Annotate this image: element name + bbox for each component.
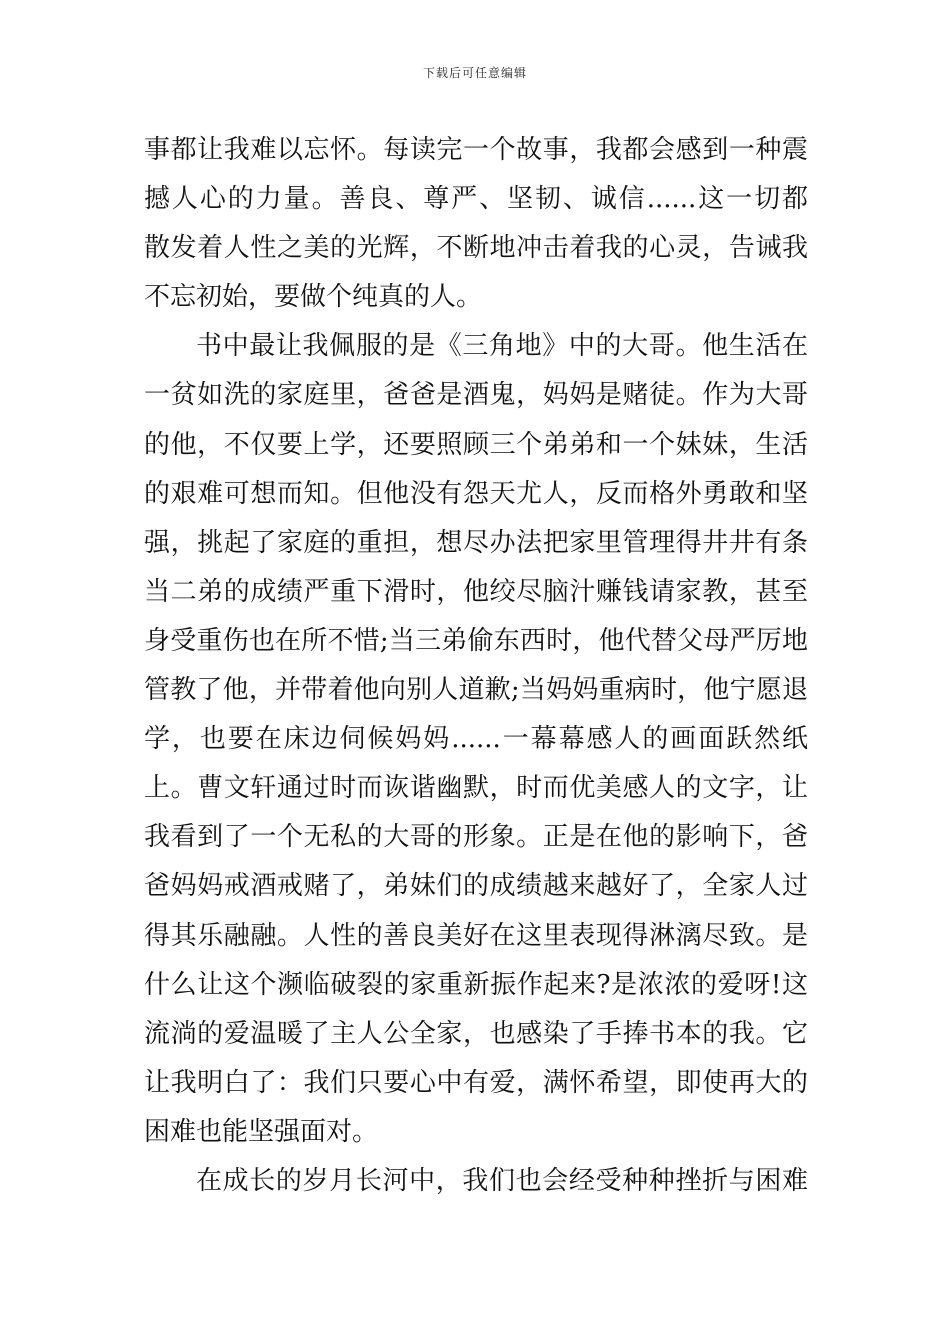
text-line: 上。曹文轩通过时而诙谐幽默，时而优美感人的文字，让 [144, 773, 808, 804]
text-line: 一贫如洗的家庭里，爸爸是酒鬼，妈妈是赌徒。作为大哥 [144, 380, 808, 411]
text-line: 撼人心的力量。善良、尊严、坚韧、诚信......这一切都 [144, 184, 808, 215]
text-line: 让我明白了：我们只要心中有爱，满怀希望，即使再大的 [144, 1067, 808, 1098]
text-line: 得其乐融融。人性的善良美好在这里表现得淋漓尽致。是 [144, 920, 808, 951]
text-line: 在成长的岁月长河中，我们也会经受种种挫折与困难 [196, 1165, 808, 1196]
text-line: 强，挑起了家庭的重担，想尽办法把家里管理得井井有条 [144, 527, 808, 558]
document-body [144, 126, 808, 1206]
text-line: 当二弟的成绩严重下滑时，他绞尽脑汁赚钱请家教，甚至 [144, 576, 808, 607]
text-line: 不忘初始，要做个纯真的人。 [144, 282, 483, 313]
text-line: 学，也要在床边伺候妈妈......一幕幕感人的画面跃然纸 [144, 724, 808, 755]
text-line: 事都让我难以忘怀。每读完一个故事，我都会感到一种震 [144, 135, 808, 165]
text-line: 的艰难可想而知。但他没有怨天尤人，反而格外勇敢和坚 [144, 478, 808, 509]
text-line: 困难也能坚强面对。 [144, 1116, 379, 1147]
text-line: 的他，不仅要上学，还要照顾三个弟弟和一个妹妹，生活 [144, 429, 808, 460]
text-line: 散发着人性之美的光辉，不断地冲击着我的心灵，告诫我 [144, 233, 808, 264]
page-header: 下载后可任意编辑 [422, 66, 527, 80]
text-line: 什么让这个濒临破裂的家重新振作起来?是浓浓的爱呀!这 [144, 969, 808, 1000]
text-line: 管教了他，并带着他向别人道歉;当妈妈重病时，他宁愿退 [144, 675, 808, 706]
text-line: 身受重伤也在所不惜;当三弟偷东西时，他代替父母严厉地 [144, 625, 808, 656]
text-line: 爸妈妈戒酒戒赌了，弟妹们的成绩越来越好了，全家人过 [144, 871, 808, 902]
text-line: 流淌的爱温暖了主人公全家，也感染了手捧书本的我。它 [144, 1018, 808, 1049]
text-line: 书中最让我佩服的是《三角地》中的大哥。他生活在 [196, 331, 808, 362]
text-line: 我看到了一个无私的大哥的形象。正是在他的影响下，爸 [144, 822, 808, 853]
